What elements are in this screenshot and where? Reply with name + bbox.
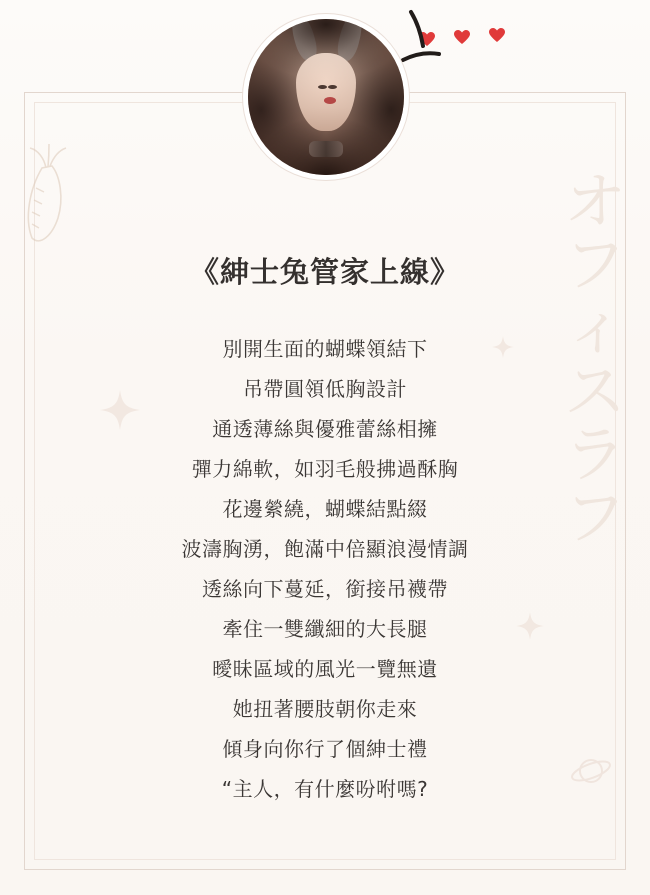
poem-line: 曖昧區域的風光一覽無遺 (212, 657, 438, 681)
heart-decoration (395, 8, 535, 88)
poem-line: 別開生面的蝴蝶領結下 (222, 337, 428, 361)
poem-line: 波濤胸湧，飽滿中倍顯浪漫情調 (181, 537, 469, 561)
poem-line: “主人，有什麼吩咐嗎? (221, 777, 429, 801)
poem-line: 彈力綿軟，如羽毛般拂過酥胸 (191, 457, 459, 481)
poem-line: 透絲向下蔓延，銜接吊襪帶 (202, 577, 448, 601)
watermark-char: ス (563, 354, 626, 428)
brush-stroke (395, 8, 535, 88)
watermark-char: オ (563, 165, 626, 238)
watermark-char: ィ (563, 291, 626, 365)
watermark-char: フ (563, 481, 626, 555)
poem-line: 通透薄絲與優雅蕾絲相擁 (212, 417, 438, 441)
article-content (34, 102, 616, 860)
poem-line: 花邊縈繞，蝴蝶結點綴 (222, 497, 428, 521)
poem-line: 吊帶圓領低胸設計 (243, 377, 407, 401)
page-title: 《紳士兔管家上線》 (189, 255, 460, 289)
poem-line: 傾身向你行了個紳士禮 (222, 737, 428, 761)
poem-lines (34, 329, 616, 809)
poem-line: 她扭著腰肢朝你走來 (232, 697, 418, 721)
poem-line: 牽住一雙纖細的大長腿 (222, 617, 428, 641)
watermark-char: ラ (563, 417, 626, 491)
watermark-char: フ (563, 228, 626, 302)
